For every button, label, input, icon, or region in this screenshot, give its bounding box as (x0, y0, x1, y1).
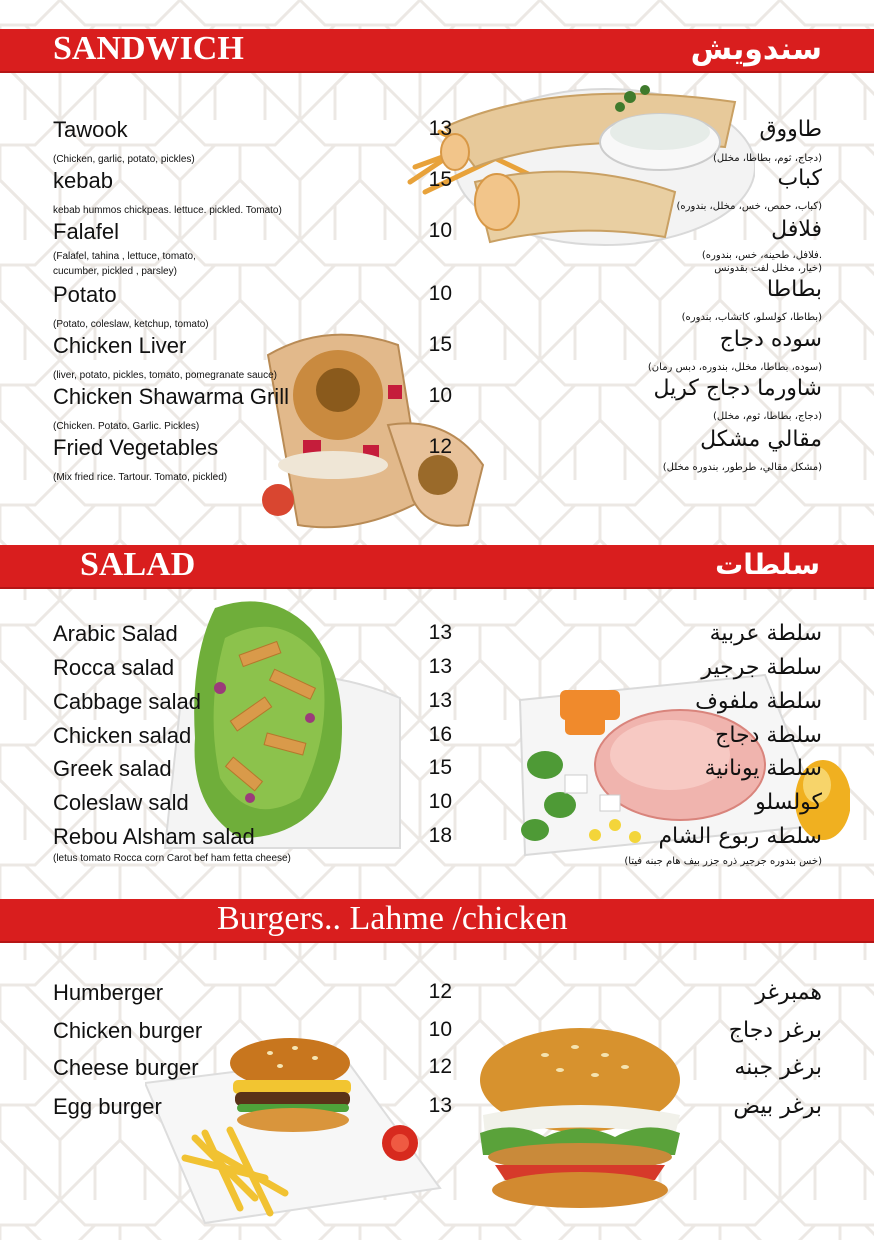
menu-item-name-ar: سلطة يونانية (704, 756, 822, 781)
menu-item-price: 10 (428, 282, 452, 305)
menu-item-price: 10 (428, 384, 452, 407)
menu-item-price: 12 (428, 980, 452, 1003)
menu-item-name: Fried Vegetables (53, 435, 219, 460)
menu-item-name: Cabbage salad (53, 689, 202, 714)
menu-item-name: Potato (53, 282, 117, 307)
sandwich-title-en: SANDWICH (53, 30, 244, 67)
salad-title-en: SALAD (80, 546, 196, 583)
menu-item-name: Coleslaw sald (53, 790, 189, 815)
menu-item-price: 15 (428, 168, 452, 191)
menu-item-price: 15 (428, 333, 452, 356)
menu-item-name-ar: كولسلو (755, 790, 822, 815)
menu-item-name: Chicken burger (53, 1018, 203, 1043)
menu-item-description-ar: (دجاج، بطاطا، ثوم، مخلل) (712, 411, 822, 422)
menu-item-name: Falafel (53, 219, 120, 244)
menu-item-description: (letus tomato Rocca corn Carot bef ham fetta cheese) (53, 853, 291, 864)
menu-item-price: 15 (428, 756, 452, 779)
fattoush-salad-image (150, 588, 410, 850)
menu-item-description: (Chicken. Potato. Garlic. Pickles) (53, 421, 200, 432)
menu-item-name: kebab (53, 168, 113, 193)
menu-item-name: Cheese burger (53, 1055, 199, 1080)
menu-item-name: Egg burger (53, 1094, 162, 1119)
menu-item-name-ar: برغر جبنه (734, 1055, 822, 1080)
wrap-sandwich-image (238, 325, 488, 540)
menu-item-price: 10 (428, 1018, 452, 1041)
menu-item-name-ar: برغر بيض (733, 1094, 822, 1119)
menu-item-price: 10 (428, 219, 452, 242)
menu-item-price: 12 (428, 435, 452, 458)
menu-item-name: Tawook (53, 117, 128, 142)
menu-item-description-ar: (دجاج، ثوم، بطاطا، مخلل) (712, 153, 822, 164)
menu-item-name-ar: كباب (777, 166, 822, 191)
menu-item-name-ar: سلطة جرجير (701, 655, 822, 680)
menu-item-price: 12 (428, 1055, 452, 1078)
menu-item-name: Chicken salad (53, 723, 192, 748)
menu-item-description: (Mix fried rice. Tartour. Tomato, pickled) (53, 472, 228, 483)
salad-title-ar: سلطات (715, 548, 820, 581)
menu-item-price: 10 (428, 790, 452, 813)
menu-item-name-ar: سلطة دجاج (715, 723, 822, 748)
menu-item-price: 13 (428, 1094, 452, 1117)
menu-item-description-ar: (خس بندوره جرجير ذره جزر بيف هام جبنه فيتا) (624, 856, 822, 867)
menu-item-price: 13 (428, 621, 452, 644)
menu-item-name-ar: سلطة ملفوف (695, 689, 822, 714)
burgers-title: Burgers.. Lahme /chicken (217, 900, 568, 937)
menu-item-description: (Falafel, tahina , lettuce, tomato, (53, 251, 196, 262)
menu-item-name-ar: همبرغر (755, 980, 822, 1005)
menu-item-description: (Chicken, garlic, potato, pickles) (53, 154, 195, 165)
menu-item-name-ar: مقالي مشكل (700, 427, 822, 452)
menu-item-price: 13 (428, 117, 452, 140)
menu-item-name-ar: شاورما دجاج كريل (653, 376, 822, 401)
menu-item-price: 18 (428, 824, 452, 847)
menu-item-price: 13 (428, 655, 452, 678)
chicken-burger-image (475, 1025, 685, 1210)
menu-item-description-ar: (بطاطا، كولسلو، كاتشاب، بندوره) (681, 312, 822, 323)
menu-item-description: (Potato, coleslaw, ketchup, tomato) (53, 319, 209, 330)
sandwich-title-ar: سندويش (690, 32, 822, 67)
menu-item-name-ar: طاووق (759, 117, 822, 142)
menu-item-name: Humberger (53, 980, 164, 1005)
menu-item-description-ar: (مشكل مقالي، طرطور، بندوره مخلل) (662, 462, 822, 473)
menu-item-name: Rebou Alsham salad (53, 824, 255, 849)
menu-item-price: 16 (428, 723, 452, 746)
menu-item-name: Chicken Shawarma Grill (53, 384, 289, 409)
menu-item-description: kebab hummos chickpeas. lettuce. pickled. Tomato) (53, 205, 282, 216)
menu-item-name: Arabic Salad (53, 621, 178, 646)
menu-item-name: Rocca salad (53, 655, 175, 680)
menu-item-name: Greek salad (53, 756, 172, 781)
menu-item-name-ar: سلطه ربوع الشام (658, 824, 822, 849)
menu-item-name-ar: بطاطا (766, 277, 822, 302)
menu-item-description-ar: .فلافل، طحينه، خس، بندوره) (701, 250, 822, 261)
menu-item-name-ar: برغر دجاج (728, 1018, 822, 1043)
menu-item-description-ar: (سوده، بطاطا، مخلل، بندوره، دبس رمان) (647, 362, 822, 373)
menu-item-name: Chicken Liver (53, 333, 187, 358)
menu-item-description-ar-line2: (خيار، مخلل لفت بقدونس (714, 263, 822, 274)
menu-item-name-ar: فلافل (771, 217, 822, 242)
menu-item-description: (liver, potato, pickles, tomato, pomegranate sauce) (53, 370, 278, 381)
menu-item-description-ar: (كباب، حمص، خس، مخلل، بندوره) (676, 201, 822, 212)
shawarma-plate-image (405, 72, 755, 247)
menu-item-name-ar: سلطة عربية (709, 621, 822, 646)
menu-item-description-line2: cucumber, pickled , parsley) (53, 266, 177, 277)
menu-item-name-ar: سوده دجاج (719, 327, 822, 352)
menu-item-price: 13 (428, 689, 452, 712)
